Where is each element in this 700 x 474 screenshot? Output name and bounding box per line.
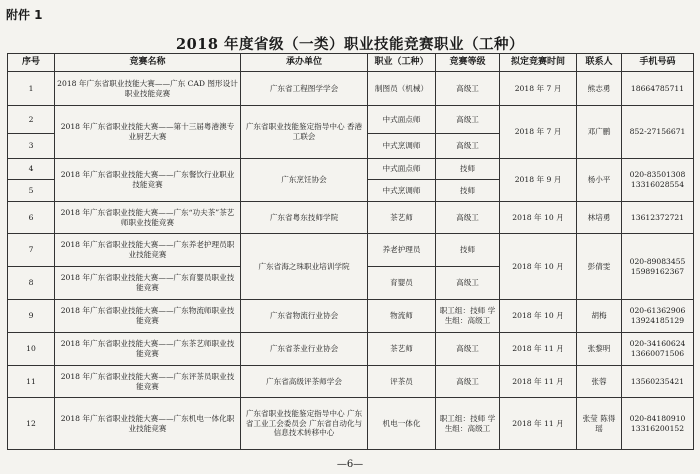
cell-contact: 张莹 陈得瑶 [577,398,622,450]
cell-contact: 张蓉 [577,366,622,398]
cell-unit: 广东省物流行业协会 [241,300,368,333]
cell-level: 高级工 [436,106,500,134]
cell-phone: 020-61362906 13924185129 [622,300,694,333]
cell-level: 高级工 [436,72,500,106]
cell-seq: 8 [8,267,55,300]
cell-seq: 12 [8,398,55,450]
cell-phone: 020-84180910 13316200152 [622,398,694,450]
cell-time: 2018 年 7 月 [500,106,577,159]
cell-time: 2018 年 11 月 [500,333,577,366]
table-row [8,333,694,366]
cell-unit: 广东省高级评茶师学会 [241,366,368,398]
cell-level: 高级工 [436,134,500,159]
cell-name: 2018 年广东省职业技能大赛——广东养老护理员职业技能竞赛 [55,234,241,267]
cell-name: 2018 年广东省职业技能大赛——广东评茶员职业技能竞赛 [55,366,241,398]
cell-unit: 广东省海之珠职业培训学院 [241,234,368,300]
cell-occupation: 机电一体化 [368,398,436,450]
header-contact: 联系人 [577,54,622,72]
cell-occupation: 育婴员 [368,267,436,300]
cell-level: 职工组：技师 学生组：高级工 [436,300,500,333]
cell-time: 2018 年 10 月 [500,234,577,300]
cell-unit: 广东烹饪协会 [241,159,368,202]
header-occupation: 职业（工种） [368,54,436,72]
table-row [8,106,694,134]
header-level: 竞赛等级 [436,54,500,72]
cell-contact: 胡梅 [577,300,622,333]
cell-occupation: 评茶员 [368,366,436,398]
cell-time: 2018 年 11 月 [500,366,577,398]
cell-seq: 10 [8,333,55,366]
table-header-row [8,54,694,72]
cell-name: 2018 年广东省职业技能大赛——广东物流师职业技能竞赛 [55,300,241,333]
cell-time: 2018 年 9 月 [500,159,577,202]
cell-time: 2018 年 10 月 [500,202,577,234]
cell-occupation: 中式面点师 [368,106,436,134]
cell-name: 2018 年广东省职业技能大赛——广东茶艺师职业技能竞赛 [55,333,241,366]
cell-level: 职工组：技师 学生组：高级工 [436,398,500,450]
cell-unit: 广东省职业技能鉴定指导中心 香港工联会 [241,106,368,159]
table-row [8,159,694,180]
table-row [8,234,694,267]
cell-name: 2018 年广东省职业技能大赛——广东育婴员职业技能竞赛 [55,267,241,300]
cell-phone: 18664785711 [622,72,694,106]
cell-occupation: 中式烹调师 [368,180,436,202]
cell-name: 2018 年广东省职业技能大赛——广东 CAD 图形设计职业技能竞赛 [55,72,241,106]
cell-phone: 852-27156671 [622,106,694,159]
cell-occupation: 制图员（机械） [368,72,436,106]
cell-contact: 熊志勇 [577,72,622,106]
table-row [8,300,694,333]
cell-phone: 020-34160624 13660071506 [622,333,694,366]
table-row [8,72,694,106]
cell-phone: 13560235421 [622,366,694,398]
cell-occupation: 物流师 [368,300,436,333]
header-seq: 序号 [8,54,55,72]
cell-occupation: 养老护理员 [368,234,436,267]
cell-contact: 杨小平 [577,159,622,202]
cell-seq: 9 [8,300,55,333]
cell-unit: 广东省茶业行业协会 [241,333,368,366]
cell-level: 高级工 [436,202,500,234]
cell-seq: 3 [8,134,55,159]
cell-phone: 020-83501308 13316028554 [622,159,694,202]
cell-seq: 1 [8,72,55,106]
cell-occupation: 中式烹调师 [368,134,436,159]
cell-level: 技师 [436,180,500,202]
cell-seq: 7 [8,234,55,267]
cell-occupation: 中式面点师 [368,159,436,180]
header-time: 拟定竞赛时间 [500,54,577,72]
cell-level: 技师 [436,159,500,180]
cell-occupation: 茶艺师 [368,333,436,366]
cell-phone: 13612372721 [622,202,694,234]
table-row [8,366,694,398]
attachment-label: 附件 1 [6,8,43,22]
cell-time: 2018 年 7 月 [500,72,577,106]
cell-contact: 邓广鹏 [577,106,622,159]
table-row [8,202,694,234]
cell-contact: 张黎明 [577,333,622,366]
cell-name: 2018 年广东省职业技能大赛——广东餐饮行业职业技能竞赛 [55,159,241,202]
cell-unit: 广东省工程图学学会 [241,72,368,106]
cell-name: 2018 年广东省职业技能大赛——广东“功夫茶”茶艺师职业技能竞赛 [55,202,241,234]
header-phone: 手机号码 [622,54,694,72]
cell-time: 2018 年 11 月 [500,398,577,450]
cell-level: 技师 [436,234,500,267]
cell-level: 高级工 [436,366,500,398]
cell-level: 高级工 [436,267,500,300]
cell-time: 2018 年 10 月 [500,300,577,333]
cell-seq: 5 [8,180,55,202]
page-number: —6— [336,459,364,470]
cell-name: 2018 年广东省职业技能大赛——广东机电一体化职业技能竞赛 [55,398,241,450]
cell-level: 高级工 [436,333,500,366]
header-name: 竞赛名称 [55,54,241,72]
cell-phone: 020-89083455 15989162367 [622,234,694,300]
competition-table [7,53,694,450]
cell-name: 2018 年广东省职业技能大赛——第十三届粤港澳专业厨艺大赛 [55,106,241,159]
cell-contact: 林培勇 [577,202,622,234]
cell-seq: 2 [8,106,55,134]
cell-unit: 广东省粤东技师学院 [241,202,368,234]
page-title: 2018 年度省级（一类）职业技能竞赛职业（工种） [176,36,524,53]
table-row [8,398,694,450]
cell-unit: 广东省职业技能鉴定指导中心 广东省工业工会委员会 广东省自动化与信息技术转移中心 [241,398,368,450]
cell-contact: 彭倩雯 [577,234,622,300]
cell-seq: 4 [8,159,55,180]
header-unit: 承办单位 [241,54,368,72]
cell-occupation: 茶艺师 [368,202,436,234]
cell-seq: 11 [8,366,55,398]
cell-seq: 6 [8,202,55,234]
